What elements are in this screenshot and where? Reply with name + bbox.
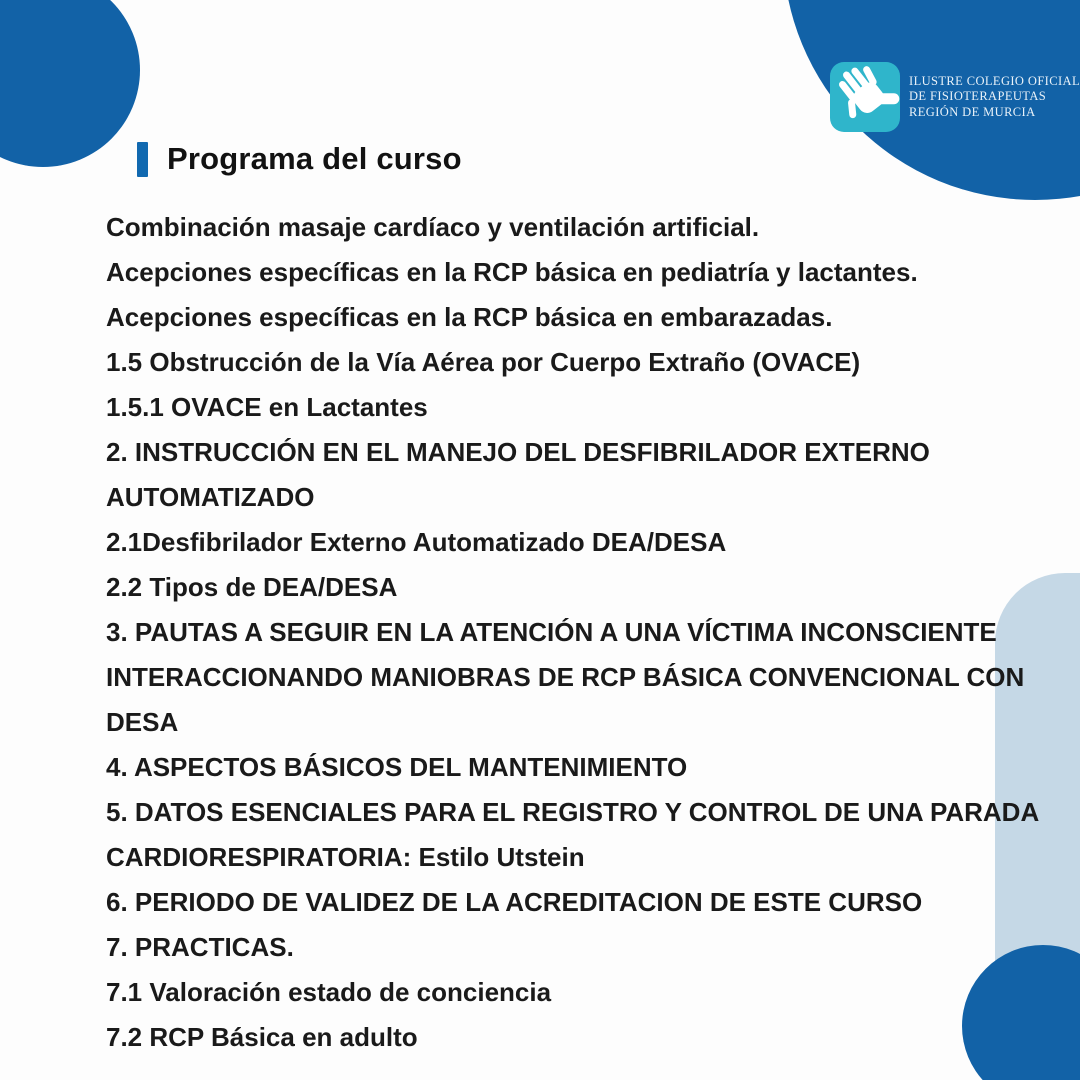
org-name-line: ILUSTRE COLEGIO OFICIAL xyxy=(909,73,1080,88)
program-line: 6. PERIODO DE VALIDEZ DE LA ACREDITACION DE ESTE CURSO xyxy=(106,887,923,917)
org-logo xyxy=(830,62,900,132)
top-left-circle xyxy=(0,0,140,167)
org-name xyxy=(909,74,1080,121)
program-line: CARDIORESPIRATORIA: Estilo Utstein xyxy=(106,842,585,872)
program-line: 4. ASPECTOS BÁSICOS DEL MANTENIMIENTO xyxy=(106,752,688,782)
program-line: 7.2 RCP Básica en adulto xyxy=(106,1022,418,1052)
title-accent-bar xyxy=(137,142,148,177)
page-title: Programa del curso xyxy=(167,141,462,176)
program-line: 7.1 Valoración estado de conciencia xyxy=(106,977,552,1007)
program-line: 7. PRACTICAS. xyxy=(106,932,294,962)
title-row xyxy=(137,141,462,177)
program-line: Combinación masaje cardíaco y ventilación artificial. xyxy=(106,212,760,242)
org-brand xyxy=(830,62,1080,132)
program-line: 2. INSTRUCCIÓN EN EL MANEJO DEL DESFIBRILADOR EXTERNO xyxy=(106,437,930,467)
hand-icon xyxy=(830,60,900,135)
program-line: 1.5.1 OVACE en Lactantes xyxy=(106,392,428,422)
program-line: 5. DATOS ESENCIALES PARA EL REGISTRO Y CONTROL DE UNA PARADA xyxy=(106,797,1040,827)
org-name-line: DE FISIOTERAPEUTAS xyxy=(909,89,1047,104)
program-line: 3. PAUTAS A SEGUIR EN LA ATENCIÓN A UNA VÍCTIMA INCONSCIENTE xyxy=(106,617,997,647)
program-line: INTERACCIONANDO MANIOBRAS DE RCP BÁSICA CONVENCIONAL CON xyxy=(106,662,1025,692)
program-line: AUTOMATIZADO xyxy=(106,482,315,512)
program-line: 2.2 Tipos de DEA/DESA xyxy=(106,572,398,602)
program-list xyxy=(106,205,1040,1060)
program-line: Acepciones específicas en la RCP básica en embarazadas. xyxy=(106,302,833,332)
program-line: 2.1Desfibrilador Externo Automatizado DEA/DESA xyxy=(106,527,727,557)
program-line: DESA xyxy=(106,707,179,737)
program-line: 1.5 Obstrucción de la Vía Aérea por Cuerpo Extraño (OVACE) xyxy=(106,347,861,377)
org-name-line: REGIÓN DE MURCIA xyxy=(909,104,1036,119)
program-line: Acepciones específicas en la RCP básica en pediatría y lactantes. xyxy=(106,257,918,287)
